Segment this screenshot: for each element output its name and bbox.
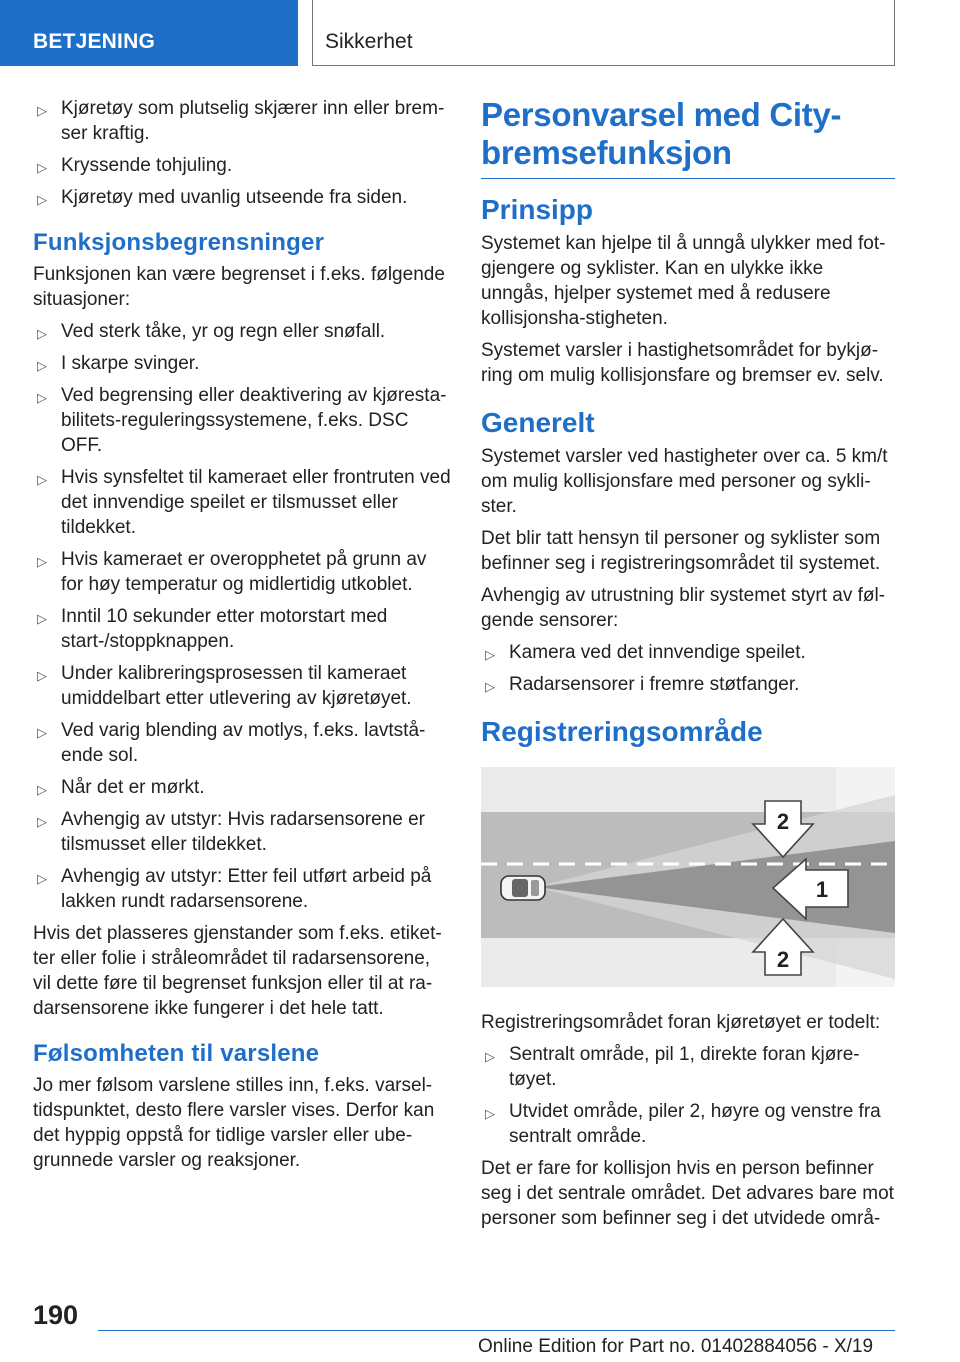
triangle-bullet-icon: ▷ [37,554,47,569]
triangle-bullet-icon: ▷ [485,1049,495,1064]
general-paragraph: Systemet varsler ved hastigheter over ca. 5 km/t om mulig kollisjonsfare med personer og sykli-ster. [481,446,888,517]
list-item: ▷ Sentralt område, pil 1, direkte foran kjøre-tøyet. [485,1044,860,1090]
list-item: ▷ I skarpe svinger. [33,351,451,376]
list-item: ▷ Avhengig av utstyr: Hvis radarsensorene er tilsmusset eller tildekket. [37,809,425,855]
detection-area-figure [481,767,895,987]
general-paragraph: Det blir tatt hensyn til personer og syklister som befinner seg i registreringsområdet til systemet. [481,528,881,574]
triangle-bullet-icon: ▷ [37,668,47,683]
arrow-top-label: 2 [776,809,790,834]
triangle-bullet-icon: ▷ [37,358,47,373]
limits-intro: Funksjonen kan være begrenset i f.eks. følgende situasjoner: [33,264,445,310]
triangle-bullet-icon: ▷ [37,192,47,207]
list-item: ▷ Ved varig blending av motlys, f.eks. lavtstå-ende sol. [37,720,426,766]
limits-outro: Hvis det plasseres gjenstander som f.eks. etiket-ter eller folie i stråleområdet til radarsensorene, vil dette føre til begrenset funksjon eller til at ra-darsensorene ikke fungerer i det hele tatt. [33,923,442,1019]
list-item: ▷ Inntil 10 sekunder etter motorstart med start-/stoppknappen. [37,606,388,652]
list-item: ▷ Under kalibreringsprosessen til kameraet umiddelbart etter utlevering av kjøretøyet. [37,663,412,709]
car-icon [501,876,545,900]
triangle-bullet-icon: ▷ [485,1106,495,1121]
list-item: ▷ Avhengig av utstyr: Etter feil utført arbeid på lakken rundt radarsensorene. [37,866,432,912]
triangle-bullet-icon: ▷ [37,782,47,797]
intro-bullet-list [33,96,451,210]
list-item: ▷ Hvis kameraet er overopphetet på grunn av for høy temperatur og midlertidig utkoblet. [37,549,427,595]
list-item: ▷ Kjøretøy som plutselig skjærer inn eller brem-ser kraftig. [37,98,445,144]
sensitivity-text: Jo mer følsom varslene stilles inn, f.eks. varsel-tidspunktet, desto flere varsler vises. Derfor kan det hyppig oppstå for tidlige varsler eller ube-grunnede varsler og reaksjoner. [33,1075,435,1171]
general-paragraph: Avhengig av utrustning blir systemet styrt av føl-gende sensorer: [481,585,886,631]
list-item: ▷ Ved begrensing eller deaktivering av kjøresta-bilitets-reguleringssystemene, f.eks. DSC OFF. [37,385,447,456]
area-bullet-list [481,1042,895,1149]
triangle-bullet-icon: ▷ [37,326,47,341]
triangle-bullet-icon: ▷ [37,871,47,886]
triangle-bullet-icon: ▷ [37,390,47,405]
area-paragraph: Det er fare for kollisjon hvis en person befinner seg i det sentrale området. Det advares bare mot personer som befinner seg i det utvidede områ- [481,1158,894,1229]
footer-rule [98,1330,895,1331]
triangle-bullet-icon: ▷ [37,611,47,626]
triangle-bullet-icon: ▷ [37,103,47,118]
main-heading: Personvarsel med City-bremsefunksjon [481,96,842,171]
list-item: ▷ Radarsensorer i fremre støtfanger. [481,672,895,697]
sensor-bullet-list [481,640,895,697]
list-item: ▷ Utvidet område, piler 2, høyre og venstre fra sentralt område. [485,1101,881,1147]
principle-paragraph: Systemet varsler i hastighetsområdet for bykjø-ring om mulig kollisjonsfare og bremser ev. selv. [481,340,884,386]
area-paragraph: Registreringsområdet foran kjøretøyet er todelt: [481,1012,881,1033]
triangle-bullet-icon: ▷ [485,647,495,662]
left-column [33,96,451,1180]
page-number: 190 [33,1300,79,1330]
list-item: ▷ Kryssende tohjuling. [33,153,451,178]
principle-heading: Prinsipp [481,194,594,225]
list-item: ▷ Kjøretøy med uvanlig utseende fra siden. [33,185,451,210]
list-item: ▷ Hvis synsfeltet til kameraet eller frontruten ved det innvendige speilet er tilsmusset eller tildekket. [37,467,451,538]
sensitivity-heading: Følsomheten til varslene [33,1040,320,1067]
triangle-bullet-icon: ▷ [37,814,47,829]
triangle-bullet-icon: ▷ [37,725,47,740]
triangle-bullet-icon: ▷ [37,472,47,487]
triangle-bullet-icon: ▷ [485,679,495,694]
chapter-title: Sikkerhet [312,0,895,66]
limits-bullet-list [33,319,451,914]
section-tab: BETJENING [0,0,298,66]
principle-paragraph: Systemet kan hjelpe til å unngå ulykker med fot-gjengere og syklister. Kan en ulykke ikke unngås, hjelper systemet med å redusere kollisjonsha-stigheten. [481,233,886,329]
general-heading: Generelt [481,407,595,438]
area-heading: Registreringsområde [481,716,763,747]
list-item: ▷ Kamera ved det innvendige speilet. [481,640,895,665]
arrow-center-label: 1 [815,877,829,902]
arrow-bottom-label: 2 [776,947,790,972]
footer-edition: Online Edition for Part no. 01402884056 - X/19 [478,1336,874,1357]
triangle-bullet-icon: ▷ [37,160,47,175]
right-column [481,96,895,1238]
list-item: ▷ Når det er mørkt. [33,775,451,800]
heading-rule [481,178,895,179]
limits-heading: Funksjonsbegrensninger [33,229,325,256]
list-item: ▷ Ved sterk tåke, yr og regn eller snøfall. [33,319,451,344]
